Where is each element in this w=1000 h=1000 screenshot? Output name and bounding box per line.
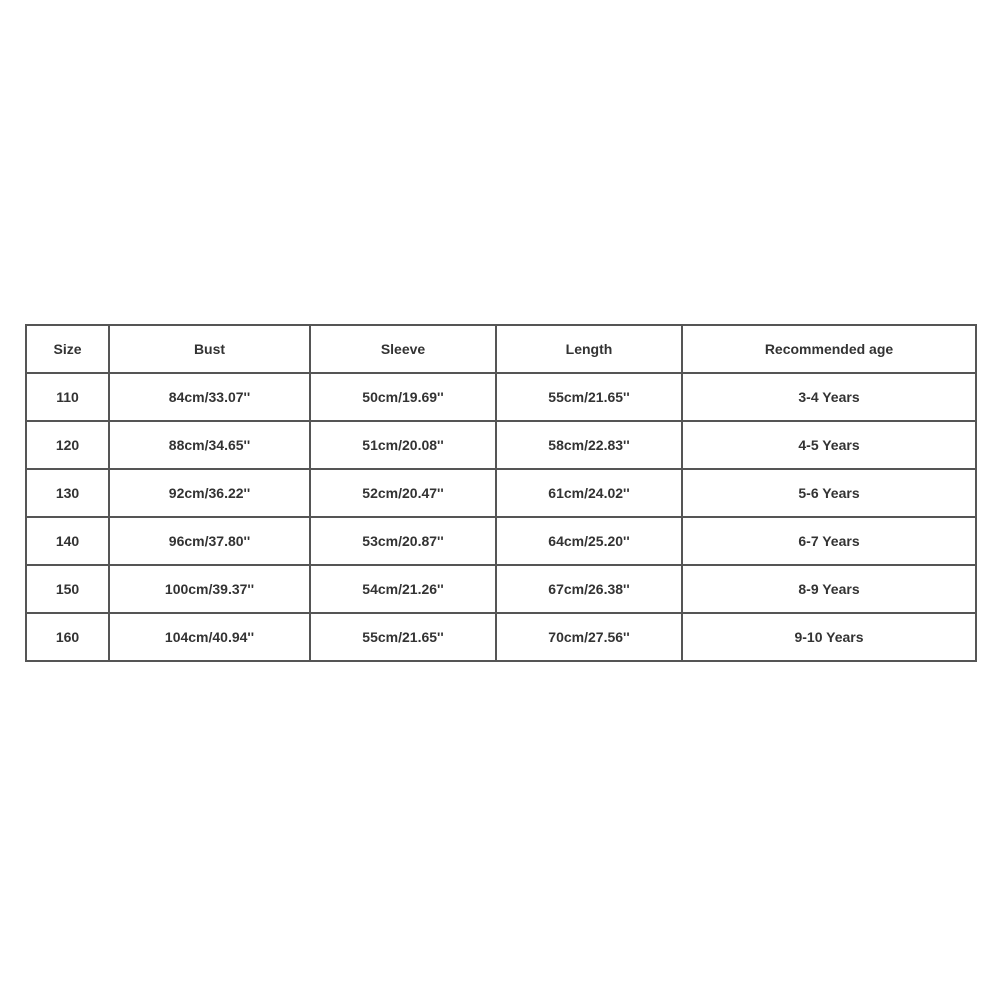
cell-bust: 84cm/33.07'' — [109, 373, 310, 421]
cell-recommended-age: 8-9 Years — [682, 565, 976, 613]
table-row — [26, 517, 976, 565]
cell-sleeve: 55cm/21.65'' — [310, 613, 496, 661]
table-header-row — [26, 325, 976, 373]
table-row — [26, 373, 976, 421]
cell-recommended-age: 5-6 Years — [682, 469, 976, 517]
cell-bust: 104cm/40.94'' — [109, 613, 310, 661]
cell-length: 55cm/21.65'' — [496, 373, 682, 421]
cell-length: 70cm/27.56'' — [496, 613, 682, 661]
header-recommended-age: Recommended age — [682, 325, 976, 373]
cell-size: 110 — [26, 373, 109, 421]
size-chart-table — [25, 324, 977, 662]
cell-recommended-age: 9-10 Years — [682, 613, 976, 661]
header-length: Length — [496, 325, 682, 373]
cell-size: 130 — [26, 469, 109, 517]
cell-length: 58cm/22.83'' — [496, 421, 682, 469]
cell-sleeve: 50cm/19.69'' — [310, 373, 496, 421]
cell-bust: 100cm/39.37'' — [109, 565, 310, 613]
cell-sleeve: 53cm/20.87'' — [310, 517, 496, 565]
cell-size: 120 — [26, 421, 109, 469]
cell-size: 140 — [26, 517, 109, 565]
cell-size: 160 — [26, 613, 109, 661]
cell-sleeve: 54cm/21.26'' — [310, 565, 496, 613]
cell-recommended-age: 4-5 Years — [682, 421, 976, 469]
cell-size: 150 — [26, 565, 109, 613]
cell-bust: 96cm/37.80'' — [109, 517, 310, 565]
cell-recommended-age: 3-4 Years — [682, 373, 976, 421]
table-row — [26, 565, 976, 613]
table-row — [26, 469, 976, 517]
cell-length: 61cm/24.02'' — [496, 469, 682, 517]
header-sleeve: Sleeve — [310, 325, 496, 373]
cell-bust: 88cm/34.65'' — [109, 421, 310, 469]
cell-bust: 92cm/36.22'' — [109, 469, 310, 517]
cell-length: 67cm/26.38'' — [496, 565, 682, 613]
cell-sleeve: 52cm/20.47'' — [310, 469, 496, 517]
table-row — [26, 613, 976, 661]
table-row — [26, 421, 976, 469]
header-bust: Bust — [109, 325, 310, 373]
header-size: Size — [26, 325, 109, 373]
cell-recommended-age: 6-7 Years — [682, 517, 976, 565]
cell-length: 64cm/25.20'' — [496, 517, 682, 565]
cell-sleeve: 51cm/20.08'' — [310, 421, 496, 469]
